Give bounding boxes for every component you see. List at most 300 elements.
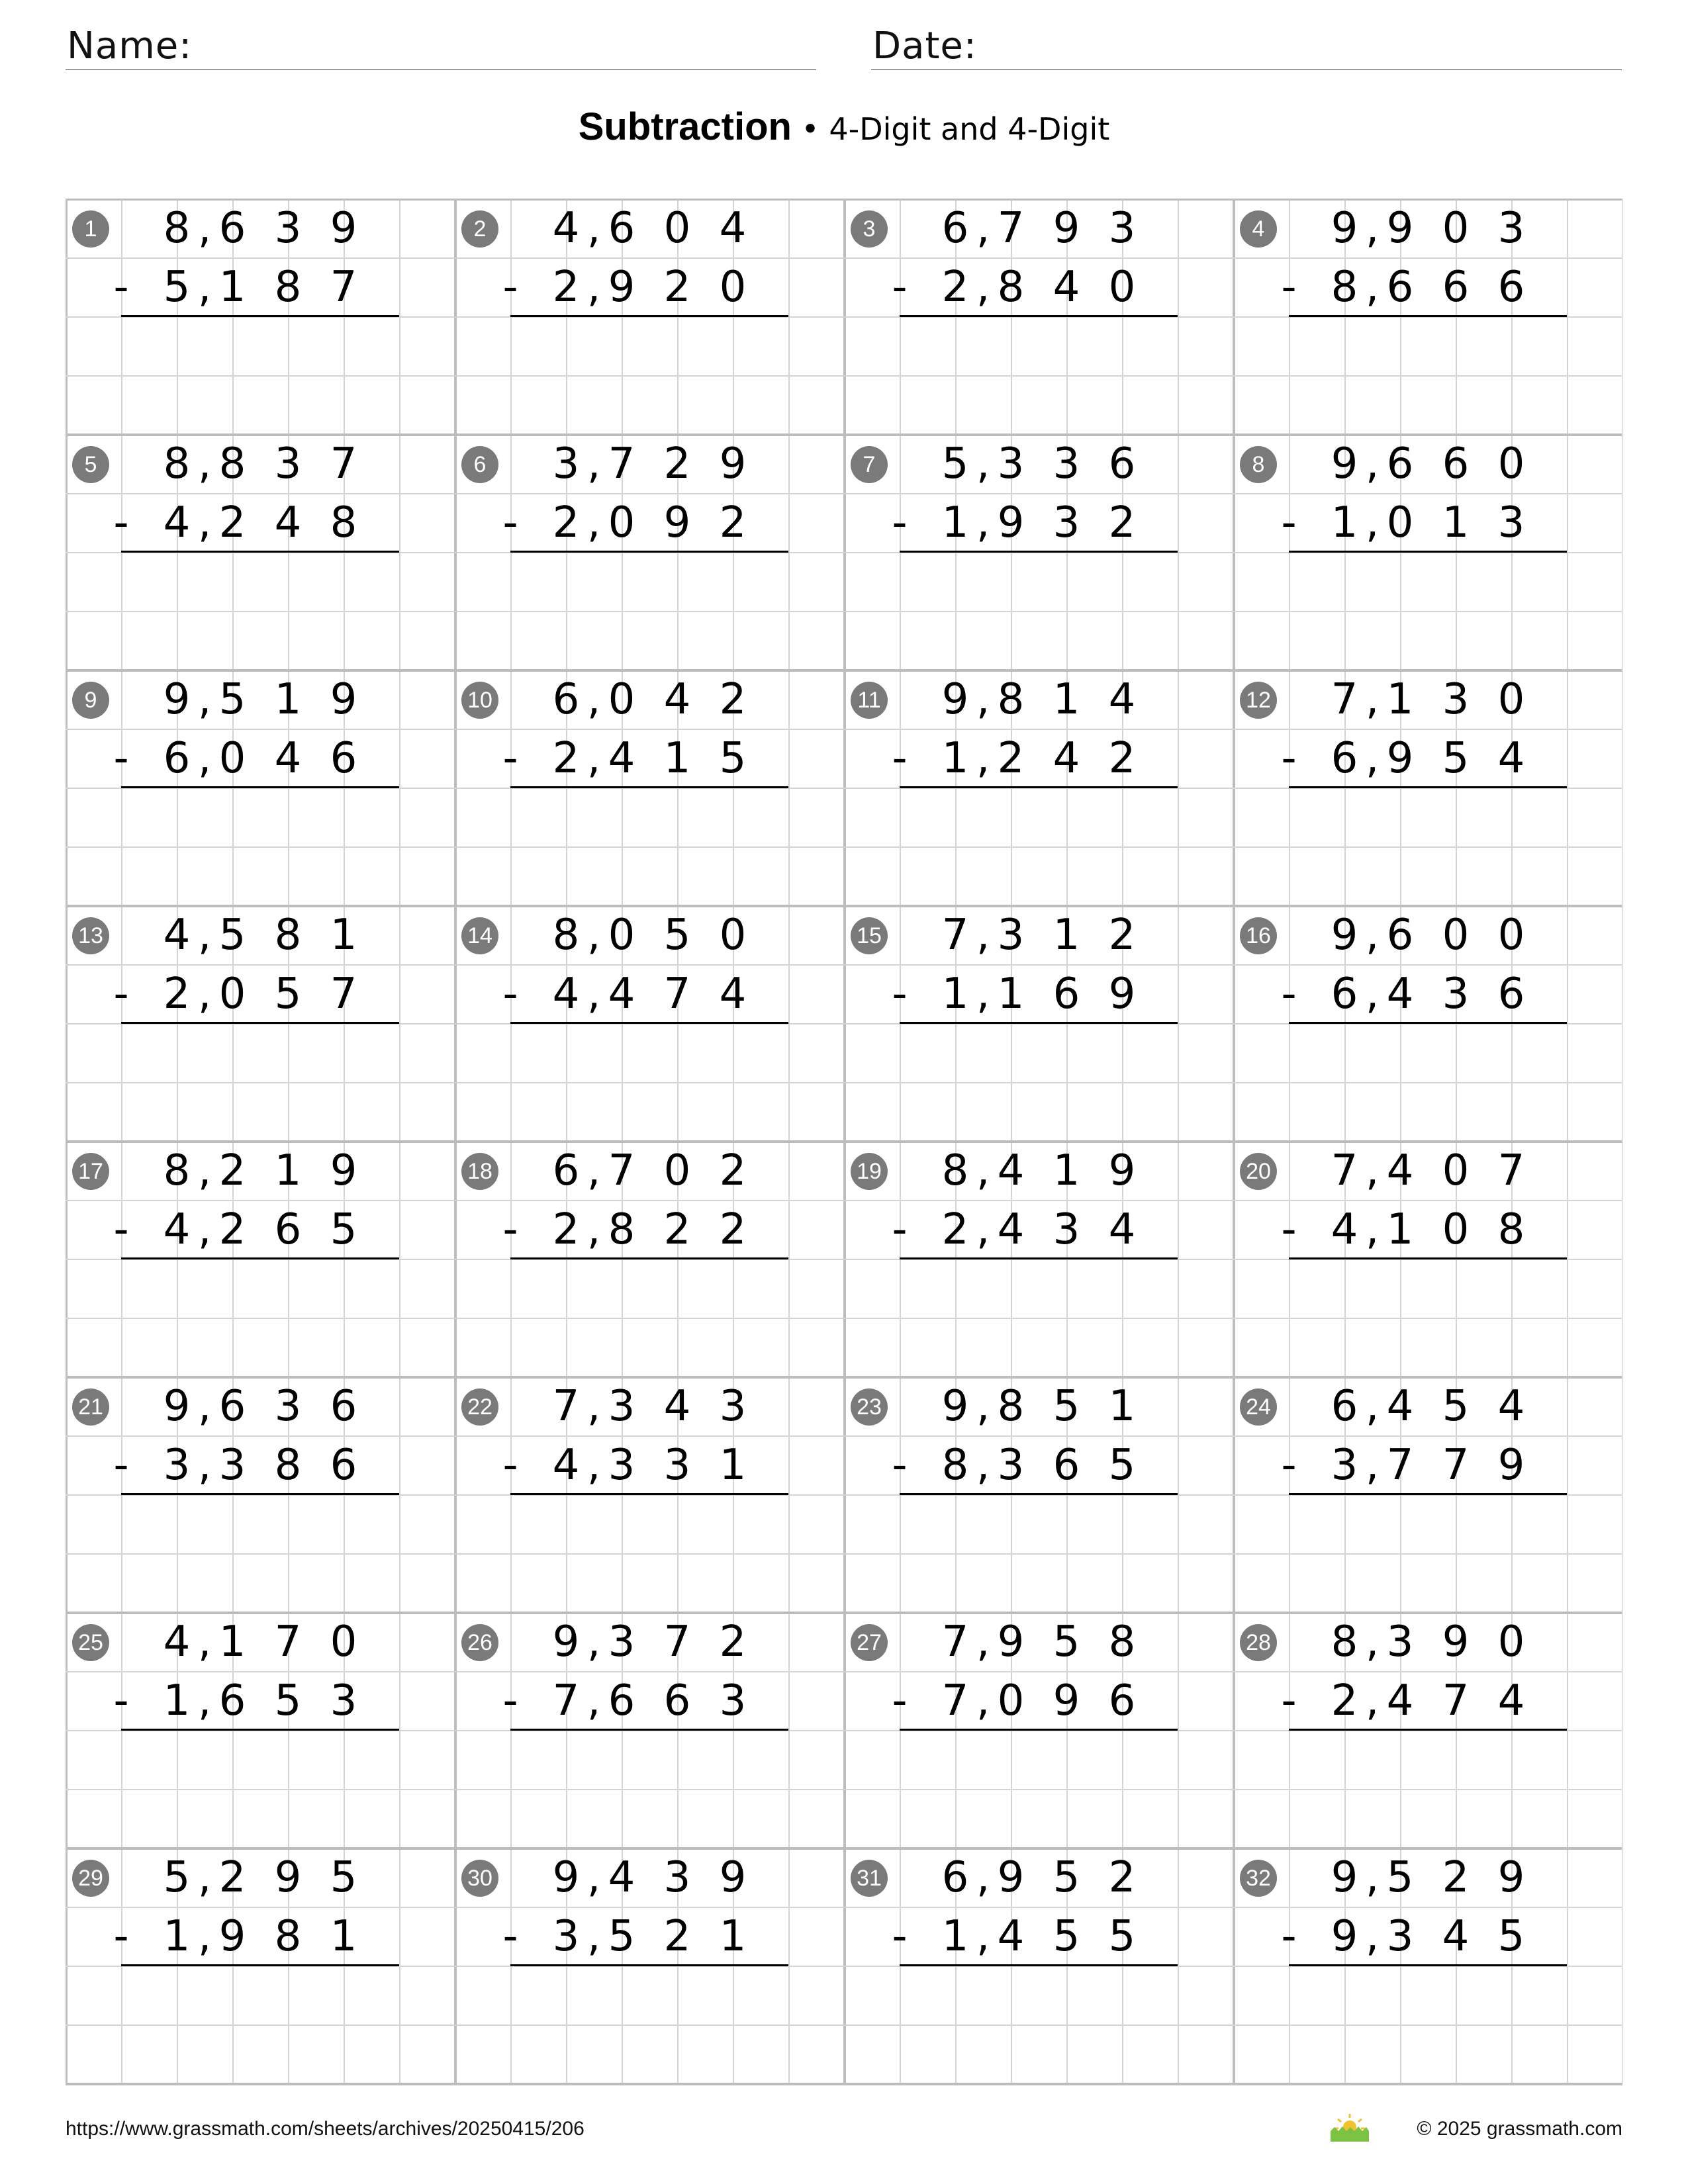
minuend-digit: 0	[719, 911, 747, 960]
problem-number: 26	[461, 1624, 498, 1661]
minuend-digit: 1	[218, 1617, 246, 1666]
problem-number: 19	[851, 1153, 888, 1190]
minuend-comma: ,	[197, 1853, 212, 1902]
subtrahend-digit: 4	[274, 734, 302, 783]
minuend-digit: 2	[719, 1617, 747, 1666]
subtrahend-digit: 1	[1331, 498, 1358, 547]
subtrahend-digit: 7	[330, 970, 357, 1019]
subtrahend-digit: 9	[997, 498, 1025, 547]
minuend-digit: 3	[719, 1382, 747, 1431]
subtrahend-digit: 4	[1053, 263, 1080, 312]
minuend-digit: 0	[1497, 1617, 1525, 1666]
subtraction-problem	[1233, 1848, 1621, 2083]
minus-sign: -	[892, 1441, 908, 1490]
subtrahend-comma: ,	[976, 970, 990, 1019]
subtrahend-digit: 2	[1108, 498, 1136, 547]
minus-sign: -	[113, 263, 129, 312]
minuend-digit: 4	[163, 1617, 191, 1666]
subtraction-problem	[455, 1848, 843, 2083]
minus-sign: -	[892, 263, 908, 312]
subtrahend-digit: 7	[1386, 1441, 1414, 1490]
subtrahend-digit: 7	[552, 1676, 580, 1725]
subtrahend-digit: 6	[1331, 970, 1358, 1019]
minus-sign: -	[113, 1676, 129, 1725]
subtraction-problem	[1233, 1377, 1621, 1612]
subtrahend-digit: 8	[1331, 263, 1358, 312]
answer-line	[510, 1022, 788, 1024]
subtraction-problem	[455, 1377, 843, 1612]
subtrahend-comma: ,	[586, 734, 601, 783]
subtrahend-digit: 2	[719, 1205, 747, 1254]
problem-number: 1	[72, 210, 109, 248]
answer-line	[900, 1257, 1178, 1259]
minuend-digit: 7	[941, 1617, 969, 1666]
minuend-digit: 0	[608, 675, 635, 724]
minuend-digit: 3	[1497, 204, 1525, 253]
subtrahend-digit: 1	[163, 1912, 191, 1961]
subtrahend-digit: 5	[608, 1912, 635, 1961]
minuend-comma: ,	[586, 204, 601, 253]
minuend-digit: 1	[330, 911, 357, 960]
minuend-digit: 9	[274, 1853, 302, 1902]
minuend-digit: 2	[663, 439, 691, 488]
problem-number: 21	[72, 1388, 109, 1426]
subtrahend-digit: 1	[719, 1441, 747, 1490]
subtrahend-digit: 2	[719, 498, 747, 547]
subtrahend-digit: 9	[1497, 1441, 1525, 1490]
subtrahend-digit: 9	[1053, 1676, 1080, 1725]
problem-number: 20	[1240, 1153, 1277, 1190]
footer-copyright: © 2025 grassmath.com	[1417, 2118, 1622, 2140]
minuend-digit: 1	[1053, 911, 1080, 960]
minus-sign: -	[1281, 970, 1297, 1019]
answer-line	[1289, 1022, 1567, 1024]
answer-line	[121, 1022, 399, 1024]
minuend-digit: 4	[608, 1853, 635, 1902]
subtrahend-comma: ,	[586, 1441, 601, 1490]
subtrahend-digit: 4	[1331, 1205, 1358, 1254]
subtraction-problem	[844, 1377, 1232, 1612]
subtrahend-digit: 3	[719, 1676, 747, 1725]
minus-sign: -	[113, 734, 129, 783]
minuend-digit: 5	[1053, 1382, 1080, 1431]
subtrahend-digit: 3	[218, 1441, 246, 1490]
minuend-digit: 9	[1497, 1853, 1525, 1902]
minuend-digit: 9	[1108, 1146, 1136, 1195]
subtraction-problem	[66, 670, 453, 905]
subtrahend-digit: 3	[1497, 498, 1525, 547]
subtrahend-digit: 2	[663, 1912, 691, 1961]
minuend-digit: 9	[997, 1617, 1025, 1666]
minuend-comma: ,	[197, 1617, 212, 1666]
minuend-digit: 5	[1386, 1853, 1414, 1902]
minuend-digit: 0	[1442, 1146, 1470, 1195]
minuend-digit: 7	[608, 1146, 635, 1195]
minuend-digit: 0	[1442, 911, 1470, 960]
minuend-digit: 9	[719, 1853, 747, 1902]
answer-line	[900, 1022, 1178, 1024]
subtrahend-comma: ,	[1365, 498, 1380, 547]
subtrahend-comma: ,	[976, 734, 990, 783]
subtraction-problem	[66, 1141, 453, 1377]
subtrahend-digit: 2	[1331, 1676, 1358, 1725]
answer-line	[510, 786, 788, 788]
minuend-digit: 4	[663, 675, 691, 724]
minuend-digit: 9	[1442, 1617, 1470, 1666]
subtrahend-digit: 7	[330, 263, 357, 312]
minuend-digit: 0	[663, 204, 691, 253]
minus-sign: -	[1281, 1912, 1297, 1961]
answer-line	[1289, 1493, 1567, 1495]
minuend-digit: 5	[218, 675, 246, 724]
minuend-digit: 7	[941, 911, 969, 960]
subtrahend-digit: 0	[218, 970, 246, 1019]
minuend-digit: 8	[163, 1146, 191, 1195]
minuend-comma: ,	[1365, 675, 1380, 724]
minuend-digit: 8	[163, 204, 191, 253]
subtrahend-digit: 0	[218, 734, 246, 783]
subtrahend-digit: 6	[663, 1676, 691, 1725]
minuend-digit: 7	[997, 204, 1025, 253]
subtrahend-digit: 4	[1497, 734, 1525, 783]
minus-sign: -	[892, 970, 908, 1019]
subtraction-problem	[66, 1848, 453, 2083]
minuend-digit: 0	[1442, 204, 1470, 253]
minuend-digit: 1	[1053, 675, 1080, 724]
minuend-digit: 4	[1386, 1146, 1414, 1195]
subtrahend-digit: 9	[663, 498, 691, 547]
subtrahend-digit: 9	[1331, 1912, 1358, 1961]
date-field[interactable]	[871, 25, 1622, 70]
problem-number: 22	[461, 1388, 498, 1426]
answer-line	[510, 1729, 788, 1731]
name-field[interactable]	[66, 25, 816, 70]
minuend-digit: 0	[1497, 911, 1525, 960]
minus-sign: -	[502, 1676, 518, 1725]
problem-number: 10	[461, 682, 498, 719]
subtraction-problem	[1233, 1612, 1621, 1848]
minuend-digit: 4	[997, 1146, 1025, 1195]
subtrahend-digit: 6	[330, 1441, 357, 1490]
minus-sign: -	[1281, 734, 1297, 783]
subtrahend-digit: 3	[552, 1912, 580, 1961]
answer-line	[510, 1493, 788, 1495]
subtrahend-comma: ,	[1365, 1441, 1380, 1490]
minuend-digit: 7	[608, 439, 635, 488]
subtrahend-digit: 5	[274, 1676, 302, 1725]
minuend-digit: 3	[608, 1617, 635, 1666]
minuend-digit: 5	[663, 911, 691, 960]
minuend-digit: 2	[1108, 911, 1136, 960]
subtraction-problem	[844, 434, 1232, 670]
subtraction-problem	[844, 1848, 1232, 2083]
subtrahend-comma: ,	[1365, 1205, 1380, 1254]
subtrahend-digit: 0	[997, 1676, 1025, 1725]
minuend-digit: 2	[719, 1146, 747, 1195]
minuend-digit: 9	[330, 204, 357, 253]
subtrahend-digit: 5	[1108, 1441, 1136, 1490]
subtraction-problem	[844, 670, 1232, 905]
subtrahend-comma: ,	[197, 498, 212, 547]
subtrahend-comma: ,	[976, 1676, 990, 1725]
subtrahend-digit: 1	[663, 734, 691, 783]
minuend-digit: 5	[941, 439, 969, 488]
subtrahend-digit: 0	[719, 263, 747, 312]
minuend-digit: 3	[997, 439, 1025, 488]
minuend-comma: ,	[1365, 1853, 1380, 1902]
minuend-digit: 3	[1386, 1617, 1414, 1666]
subtraction-problem	[66, 1612, 453, 1848]
minuend-digit: 9	[163, 1382, 191, 1431]
answer-line	[510, 551, 788, 553]
minus-sign: -	[1281, 498, 1297, 547]
subtrahend-digit: 1	[997, 970, 1025, 1019]
subtrahend-comma: ,	[976, 263, 990, 312]
answer-line	[510, 1257, 788, 1259]
minuend-comma: ,	[976, 439, 990, 488]
minuend-digit: 8	[163, 439, 191, 488]
subtrahend-comma: ,	[586, 1912, 601, 1961]
minuend-digit: 3	[552, 439, 580, 488]
problem-number: 6	[461, 446, 498, 483]
subtrahend-digit: 3	[1442, 970, 1470, 1019]
minuend-digit: 6	[330, 1382, 357, 1431]
minus-sign: -	[892, 734, 908, 783]
subtrahend-digit: 4	[1053, 734, 1080, 783]
minuend-digit: 1	[274, 1146, 302, 1195]
answer-line	[121, 551, 399, 553]
answer-line	[1289, 315, 1567, 317]
subtrahend-digit: 6	[218, 1676, 246, 1725]
answer-line	[121, 315, 399, 317]
subtrahend-digit: 6	[1108, 1676, 1136, 1725]
subtrahend-digit: 3	[663, 1441, 691, 1490]
subtrahend-digit: 6	[330, 734, 357, 783]
problem-number: 8	[1240, 446, 1277, 483]
minus-sign: -	[502, 1205, 518, 1254]
subtrahend-digit: 1	[941, 1912, 969, 1961]
problem-number: 24	[1240, 1388, 1277, 1426]
problem-number: 30	[461, 1860, 498, 1897]
subtrahend-digit: 3	[997, 1441, 1025, 1490]
subtrahend-digit: 2	[663, 263, 691, 312]
minuend-comma: ,	[197, 1146, 212, 1195]
minuend-digit: 8	[274, 911, 302, 960]
subtrahend-comma: ,	[976, 1441, 990, 1490]
minuend-digit: 5	[1442, 1382, 1470, 1431]
minuend-digit: 9	[330, 1146, 357, 1195]
subtrahend-digit: 2	[552, 263, 580, 312]
subtrahend-comma: ,	[197, 1912, 212, 1961]
subtraction-problem	[66, 1377, 453, 1612]
minuend-digit: 5	[1053, 1853, 1080, 1902]
subtrahend-digit: 7	[1442, 1676, 1470, 1725]
minuend-digit: 8	[997, 1382, 1025, 1431]
minuend-digit: 8	[218, 439, 246, 488]
minuend-digit: 7	[1497, 1146, 1525, 1195]
subtrahend-comma: ,	[197, 970, 212, 1019]
answer-line	[1289, 551, 1567, 553]
subtrahend-digit: 8	[941, 1441, 969, 1490]
minuend-digit: 7	[330, 439, 357, 488]
minuend-digit: 7	[552, 1382, 580, 1431]
minuend-digit: 1	[274, 675, 302, 724]
minuend-comma: ,	[976, 1382, 990, 1431]
minuend-digit: 9	[719, 439, 747, 488]
subtrahend-digit: 7	[663, 970, 691, 1019]
subtrahend-digit: 8	[274, 263, 302, 312]
minuend-digit: 1	[1108, 1382, 1136, 1431]
subtrahend-digit: 2	[941, 263, 969, 312]
subtraction-problem	[455, 1612, 843, 1848]
minuend-comma: ,	[1365, 439, 1380, 488]
minuend-digit: 4	[1497, 1382, 1525, 1431]
minuend-comma: ,	[976, 1617, 990, 1666]
minuend-digit: 4	[163, 911, 191, 960]
subtrahend-digit: 2	[552, 498, 580, 547]
subtrahend-digit: 5	[330, 1205, 357, 1254]
minuend-comma: ,	[976, 1853, 990, 1902]
subtrahend-comma: ,	[197, 263, 212, 312]
minuend-comma: ,	[976, 675, 990, 724]
subtrahend-digit: 5	[274, 970, 302, 1019]
subtrahend-digit: 8	[1497, 1205, 1525, 1254]
subtrahend-digit: 1	[941, 498, 969, 547]
minuend-comma: ,	[197, 204, 212, 253]
answer-line	[900, 551, 1178, 553]
minus-sign: -	[113, 1441, 129, 1490]
problem-number: 18	[461, 1153, 498, 1190]
subtrahend-digit: 5	[1497, 1912, 1525, 1961]
minuend-digit: 3	[1108, 204, 1136, 253]
subtrahend-digit: 6	[1497, 970, 1525, 1019]
subtrahend-digit: 1	[163, 1676, 191, 1725]
subtrahend-digit: 2	[997, 734, 1025, 783]
minuend-digit: 5	[1053, 1617, 1080, 1666]
subtrahend-digit: 6	[163, 734, 191, 783]
minuend-digit: 3	[1442, 675, 1470, 724]
minuend-digit: 3	[274, 204, 302, 253]
minuend-comma: ,	[586, 1382, 601, 1431]
subtrahend-digit: 9	[608, 263, 635, 312]
minuend-digit: 3	[274, 1382, 302, 1431]
problem-number: 11	[851, 682, 888, 719]
answer-line	[121, 1729, 399, 1731]
minuend-comma: ,	[586, 1853, 601, 1902]
minuend-digit: 0	[608, 911, 635, 960]
subtrahend-digit: 3	[163, 1441, 191, 1490]
subtraction-problem	[66, 434, 453, 670]
subtraction-problem	[455, 905, 843, 1141]
subtrahend-digit: 3	[1053, 1205, 1080, 1254]
minuend-comma: ,	[586, 911, 601, 960]
subtrahend-digit: 4	[1386, 1676, 1414, 1725]
problem-number: 29	[72, 1860, 109, 1897]
minus-sign: -	[502, 1912, 518, 1961]
subtrahend-digit: 8	[274, 1441, 302, 1490]
minuend-digit: 7	[274, 1617, 302, 1666]
minuend-digit: 6	[1442, 439, 1470, 488]
answer-line	[1289, 1257, 1567, 1259]
minus-sign: -	[113, 1912, 129, 1961]
minuend-digit: 6	[941, 1853, 969, 1902]
subtraction-problem	[455, 670, 843, 905]
minuend-comma: ,	[586, 675, 601, 724]
worksheet-title	[0, 105, 1688, 149]
problem-number: 9	[72, 682, 109, 719]
subtrahend-digit: 2	[663, 1205, 691, 1254]
title-main: Subtraction	[578, 105, 792, 148]
minus-sign: -	[502, 970, 518, 1019]
subtrahend-digit: 8	[608, 1205, 635, 1254]
subtrahend-digit: 4	[997, 1205, 1025, 1254]
subtrahend-comma: ,	[1365, 970, 1380, 1019]
minuend-digit: 3	[1053, 439, 1080, 488]
problem-number: 31	[851, 1860, 888, 1897]
subtrahend-comma: ,	[197, 1205, 212, 1254]
minuend-digit: 8	[1108, 1617, 1136, 1666]
problem-number: 32	[1240, 1860, 1277, 1897]
subtrahend-digit: 5	[1053, 1912, 1080, 1961]
minuend-digit: 0	[663, 1146, 691, 1195]
minuend-digit: 3	[608, 1382, 635, 1431]
minuend-comma: ,	[197, 1382, 212, 1431]
minus-sign: -	[502, 263, 518, 312]
minuend-digit: 3	[274, 439, 302, 488]
minuend-comma: ,	[1365, 204, 1380, 253]
minuend-digit: 6	[1386, 911, 1414, 960]
minuend-digit: 4	[552, 204, 580, 253]
minuend-digit: 0	[330, 1617, 357, 1666]
minuend-digit: 7	[1331, 675, 1358, 724]
footer-url: https://www.grassmath.com/sheets/archives/20250415/206	[66, 2118, 585, 2140]
minuend-digit: 0	[1497, 675, 1525, 724]
subtrahend-digit: 4	[608, 734, 635, 783]
subtrahend-digit: 4	[608, 970, 635, 1019]
minus-sign: -	[892, 1205, 908, 1254]
problem-number: 15	[851, 917, 888, 954]
subtraction-problem	[844, 1612, 1232, 1848]
subtrahend-digit: 4	[719, 970, 747, 1019]
answer-line	[900, 1964, 1178, 1966]
answer-line	[1289, 1729, 1567, 1731]
problem-number: 7	[851, 446, 888, 483]
subtrahend-digit: 0	[1386, 498, 1414, 547]
subtraction-problem	[66, 199, 453, 434]
minuend-digit: 6	[608, 204, 635, 253]
subtrahend-digit: 5	[1442, 734, 1470, 783]
subtrahend-digit: 4	[1386, 970, 1414, 1019]
minus-sign: -	[892, 498, 908, 547]
subtrahend-comma: ,	[586, 498, 601, 547]
minuend-digit: 9	[1053, 204, 1080, 253]
subtraction-problem	[66, 905, 453, 1141]
problem-number: 28	[1240, 1624, 1277, 1661]
subtrahend-digit: 4	[1442, 1912, 1470, 1961]
title-separator: •	[791, 111, 829, 147]
minuend-comma: ,	[1365, 911, 1380, 960]
minuend-digit: 0	[1497, 439, 1525, 488]
minuend-digit: 9	[941, 1382, 969, 1431]
minuend-digit: 6	[218, 204, 246, 253]
subtrahend-digit: 6	[1497, 263, 1525, 312]
problem-number: 16	[1240, 917, 1277, 954]
subtrahend-digit: 1	[719, 1912, 747, 1961]
minuend-comma: ,	[1365, 1146, 1380, 1195]
subtrahend-digit: 9	[1108, 970, 1136, 1019]
subtrahend-digit: 2	[941, 1205, 969, 1254]
subtrahend-digit: 6	[1386, 263, 1414, 312]
